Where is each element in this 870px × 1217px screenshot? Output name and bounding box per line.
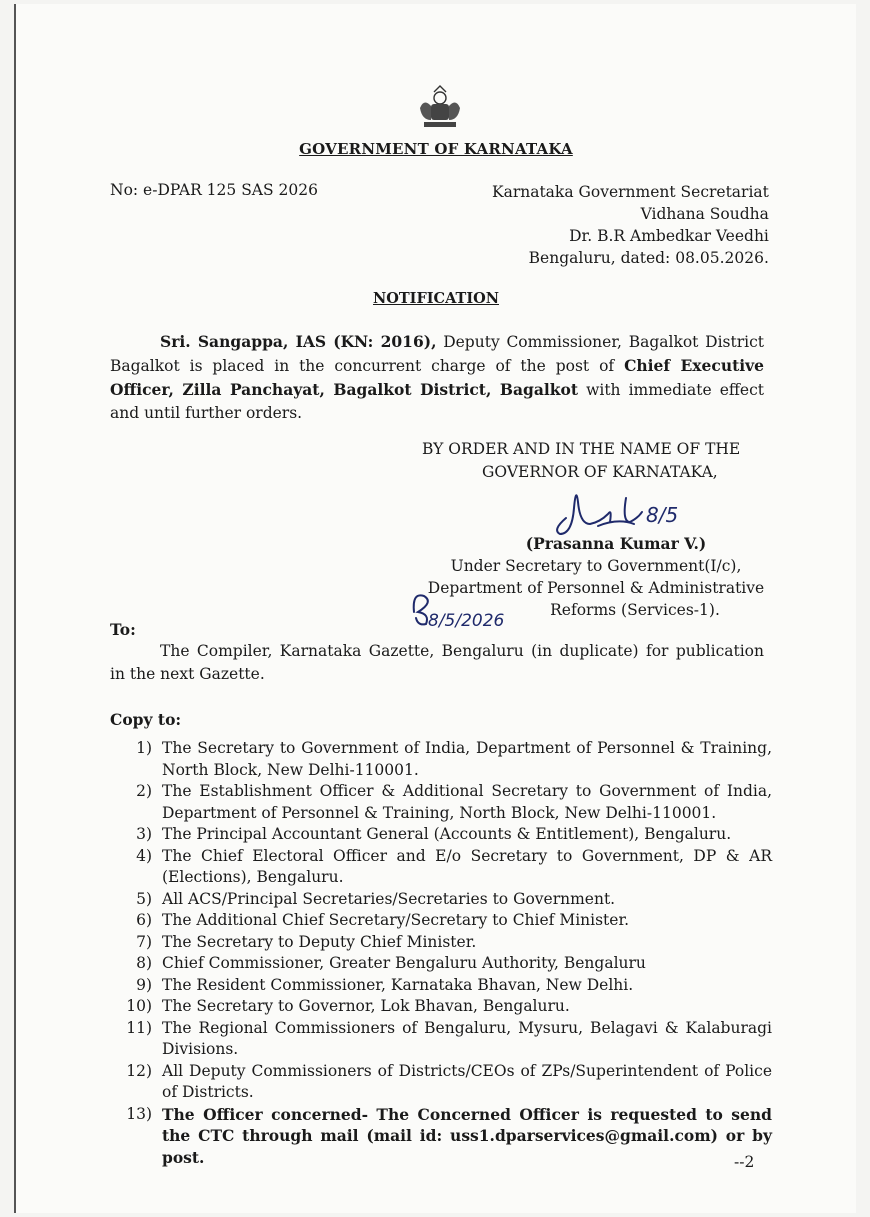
- copy-to-label: Copy to:: [110, 710, 182, 729]
- address-line: Vidhana Soudha: [640, 205, 769, 223]
- signatory-designation: Under Secretary to Government(I/c),: [450, 557, 742, 575]
- signatory-department: Reforms (Services-1).: [550, 601, 720, 619]
- to-recipient: [110, 640, 764, 686]
- list-item: [110, 889, 772, 911]
- post-name: Chief Executive Officer, Zilla Panchayat, Bagalkot District, Bagalkot: [110, 356, 765, 399]
- item-number: 6): [136, 911, 152, 929]
- handwritten-signature: [538, 478, 698, 538]
- reference-number: No: e-DPAR 125 SAS 2026: [110, 181, 318, 199]
- page-continuation-marker: --2: [734, 1153, 755, 1171]
- state-emblem-icon: [414, 84, 466, 130]
- to-text: The Compiler, Karnataka Gazette, Bengaluru (in duplicate) for publication in the next Gazette.: [110, 642, 764, 683]
- item-number: 10): [126, 997, 152, 1015]
- address-line: Dr. B.R Ambedkar Veedhi: [569, 227, 769, 245]
- list-item: [110, 932, 772, 954]
- document-page: [14, 4, 856, 1213]
- list-item: [110, 910, 772, 932]
- list-item: [110, 975, 772, 997]
- item-number: 1): [136, 739, 152, 757]
- item-number: 5): [136, 889, 152, 908]
- list-item: [110, 846, 772, 889]
- item-text: The Establishment Officer & Additional Secretary to Government of India, Department of Personnel & Training, North Block, New Delhi-110001.: [162, 782, 772, 822]
- item-number: 3): [136, 825, 152, 843]
- list-item: [110, 953, 772, 975]
- item-number: 12): [126, 1061, 152, 1080]
- signature-date: 8/5: [646, 503, 679, 527]
- item-number: 4): [136, 846, 152, 865]
- notification-heading: NOTIFICATION: [373, 290, 499, 307]
- item-text: The Resident Commissioner, Karnataka Bhavan, New Delhi.: [162, 975, 634, 994]
- initials-date: 8/5/2026: [428, 611, 505, 630]
- item-number: 11): [126, 1018, 152, 1037]
- signatory-department: Department of Personnel & Administrative: [427, 579, 765, 597]
- handwritten-initials: [408, 582, 538, 630]
- address-block: [492, 181, 769, 269]
- signatory-name: (Prasanna Kumar V.): [525, 534, 707, 553]
- to-label: To:: [110, 620, 136, 639]
- item-text: The Principal Accountant General (Accounts & Entitlement), Bengaluru.: [162, 825, 732, 843]
- item-number: 8): [136, 954, 152, 972]
- item-text: Chief Commissioner, Greater Bengaluru Authority, Bengaluru: [162, 954, 646, 972]
- list-item: [110, 1061, 772, 1104]
- item-text: The Officer concerned- The Concerned Officer is requested to send the CTC through mail (mail id: uss1.dparservices@gmail.com) or by post.: [162, 1104, 772, 1167]
- list-item: [110, 1104, 772, 1169]
- item-text: The Secretary to Governor, Lok Bhavan, Bengaluru.: [162, 997, 570, 1015]
- order-line: GOVERNOR OF KARNATAKA,: [482, 463, 718, 481]
- list-item: [110, 1018, 772, 1061]
- item-text: The Secretary to Deputy Chief Minister.: [162, 932, 477, 951]
- item-text: The Chief Electoral Officer and E/o Secretary to Government, DP & AR (Elections), Bengaluru.: [162, 846, 772, 886]
- item-number: 13): [126, 1104, 152, 1123]
- list-item: [110, 781, 772, 824]
- item-number: 2): [136, 782, 152, 800]
- list-item: [110, 996, 772, 1018]
- copy-to-list: [110, 738, 772, 1168]
- officer-name: Sri. Sangappa, IAS (KN: 2016),: [160, 332, 437, 351]
- list-item: [110, 824, 772, 846]
- order-line: BY ORDER AND IN THE NAME OF THE: [422, 440, 741, 458]
- government-heading: GOVERNMENT OF KARNATAKA: [299, 140, 573, 158]
- item-text: The Secretary to Government of India, Department of Personnel & Training, North Block, New Delhi-110001.: [162, 739, 772, 779]
- item-number: 7): [136, 932, 152, 951]
- notification-body: [110, 330, 764, 425]
- item-number: 9): [136, 975, 152, 994]
- notification-text: Deputy Commissioner, Bagalkot District Bagalkot is placed in the concurrent charge of the post of: [110, 333, 764, 375]
- list-item: [110, 738, 772, 781]
- notification-text: with immediate effect and until further orders.: [110, 381, 764, 422]
- item-text: The Regional Commissioners of Bengaluru, Mysuru, Belagavi & Kalaburagi Divisions.: [162, 1018, 772, 1058]
- item-text: The Additional Chief Secretary/Secretary to Chief Minister.: [162, 911, 630, 929]
- item-text: All ACS/Principal Secretaries/Secretaries to Government.: [162, 889, 616, 908]
- address-line: Bengaluru, dated: 08.05.2026.: [528, 249, 769, 267]
- address-line: Karnataka Government Secretariat: [492, 183, 769, 201]
- item-text: All Deputy Commissioners of Districts/CEOs of ZPs/Superintendent of Police of Districts.: [162, 1061, 772, 1101]
